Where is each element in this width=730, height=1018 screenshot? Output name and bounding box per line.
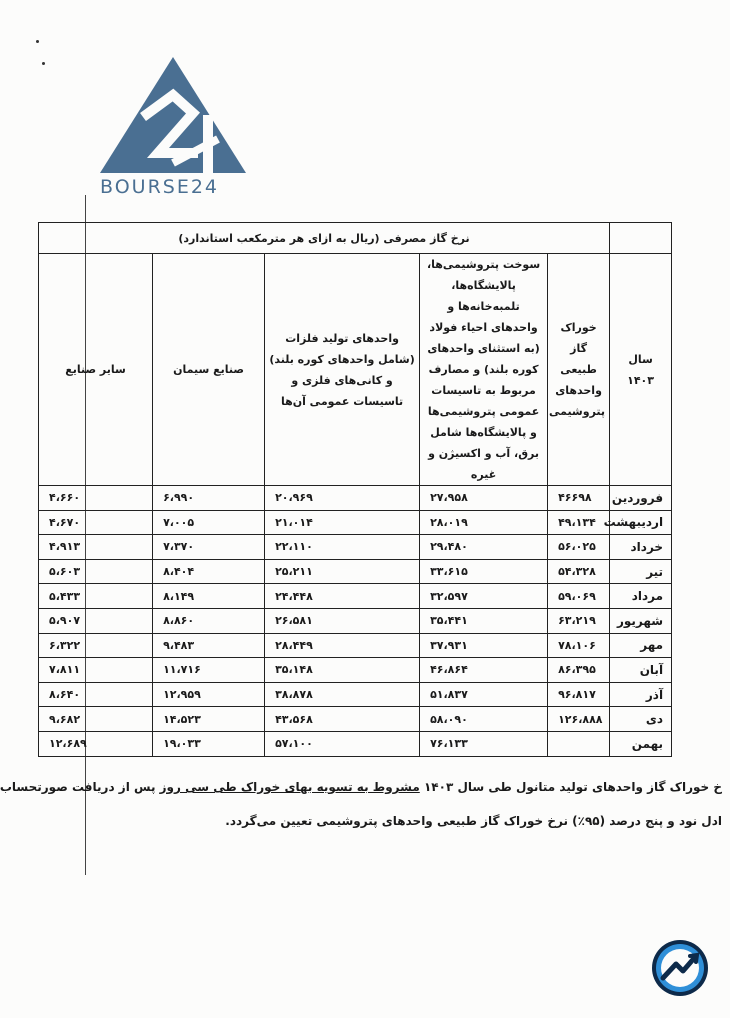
row-month: مرداد <box>610 584 672 609</box>
bourse-chart-icon <box>650 938 710 998</box>
header-petrochem-feed: خوراک گاز طبیعی واحدهای پتروشیمی <box>548 254 610 486</box>
note-line-2: ادل نود و پنج درصد (۹۵٪) نرخ خوراک گاز طبیعی واحدهای پتروشیمی تعیین می‌گردد. <box>225 814 722 828</box>
table-header-row <box>39 254 672 486</box>
table-row <box>39 658 672 683</box>
row-month: اردیبهشت <box>610 510 672 535</box>
table-row <box>39 608 672 633</box>
cell-fuel-refinery: ۳۳،۶۱۵ <box>420 559 548 584</box>
header-other-industries: سایر صنایع <box>39 254 153 486</box>
cell-other-industries: ۶،۳۲۲ <box>39 633 153 658</box>
row-month: آبان <box>610 658 672 683</box>
cell-cement: ۸،۴۰۴ <box>153 559 265 584</box>
cell-petrochem-feed: ۷۸،۱۰۶ <box>548 633 610 658</box>
cell-other-industries: ۹،۶۸۲ <box>39 707 153 732</box>
cell-metals: ۲۶،۵۸۱ <box>265 608 420 633</box>
cell-cement: ۹،۴۸۳ <box>153 633 265 658</box>
cell-cement: ۷،۰۰۵ <box>153 510 265 535</box>
cell-fuel-refinery: ۵۸،۰۹۰ <box>420 707 548 732</box>
cell-metals: ۲۲،۱۱۰ <box>265 535 420 560</box>
cell-fuel-refinery: ۳۷،۹۳۱ <box>420 633 548 658</box>
cell-cement: ۱۴،۵۲۳ <box>153 707 265 732</box>
header-cement: صنایع سیمان <box>153 254 265 486</box>
cell-fuel-refinery: ۷۶،۱۳۳ <box>420 731 548 756</box>
cell-petrochem-feed: ۸۶،۳۹۵ <box>548 658 610 683</box>
note-text: پس از دریافت صورتحساب <box>0 780 160 794</box>
cell-metals: ۳۵،۱۴۸ <box>265 658 420 683</box>
cell-cement: ۱۹،۰۳۳ <box>153 731 265 756</box>
table-row <box>39 486 672 511</box>
table-caption-row <box>39 223 672 254</box>
row-month: شهریور <box>610 608 672 633</box>
cell-metals: ۲۵،۲۱۱ <box>265 559 420 584</box>
cell-petrochem-feed <box>548 731 610 756</box>
cell-metals: ۵۷،۱۰۰ <box>265 731 420 756</box>
cell-petrochem-feed: ۱۲۶،۸۸۸ <box>548 707 610 732</box>
cell-other-industries: ۸،۶۴۰ <box>39 682 153 707</box>
note-underlined-text: مشروط به تسویه بهای خوراک طی سی روز <box>159 780 420 794</box>
brand-name: BOURSE24 <box>100 176 220 198</box>
scan-dot <box>36 40 39 43</box>
cell-fuel-refinery: ۲۷،۹۵۸ <box>420 486 548 511</box>
row-month: مهر <box>610 633 672 658</box>
cell-metals: ۲۱،۰۱۴ <box>265 510 420 535</box>
cell-metals: ۴۳،۵۶۸ <box>265 707 420 732</box>
table-caption: نرخ گاز مصرفی (ریال به ازای هر مترمکعب استاندارد) <box>39 223 610 254</box>
cell-metals: ۲۸،۴۴۹ <box>265 633 420 658</box>
table-row <box>39 510 672 535</box>
cell-fuel-refinery: ۲۹،۴۸۰ <box>420 535 548 560</box>
cell-petrochem-feed: ۴۶۶۹۸ <box>548 486 610 511</box>
header-fuel-refinery: سوخت پتروشیمی‌ها، پالایشگاه‌ها، تلمبه‌خانه‌ها و واحدهای احیاء فولاد (به استثنای واحدهای کوره بلند) و مصارف مربوط به تاسیسات عمومی پتروشیمی‌ها و پالایشگاه‌ها شامل برق، آب و اکسیژن و غیره <box>420 254 548 486</box>
cell-other-industries: ۵،۴۳۳ <box>39 584 153 609</box>
cell-other-industries: ۴،۶۶۰ <box>39 486 153 511</box>
cell-other-industries: ۷،۸۱۱ <box>39 658 153 683</box>
row-month: خرداد <box>610 535 672 560</box>
cell-cement: ۸،۸۶۰ <box>153 608 265 633</box>
row-month: آذر <box>610 682 672 707</box>
header-year: سال ۱۴۰۳ <box>610 254 672 486</box>
cell-other-industries: ۵،۹۰۷ <box>39 608 153 633</box>
row-month: دی <box>610 707 672 732</box>
cell-other-industries: ۱۲،۶۸۹ <box>39 731 153 756</box>
cell-petrochem-feed: ۵۶،۰۲۵ <box>548 535 610 560</box>
cell-fuel-refinery: ۴۶،۸۶۴ <box>420 658 548 683</box>
table-row <box>39 707 672 732</box>
cell-fuel-refinery: ۲۸،۰۱۹ <box>420 510 548 535</box>
cell-metals: ۳۸،۸۷۸ <box>265 682 420 707</box>
cell-cement: ۸،۱۴۹ <box>153 584 265 609</box>
cell-cement: ۷،۳۷۰ <box>153 535 265 560</box>
row-month: بهمن <box>610 731 672 756</box>
cell-metals: ۲۴،۴۴۸ <box>265 584 420 609</box>
gas-price-table <box>38 222 672 757</box>
row-month: تیر <box>610 559 672 584</box>
cell-other-industries: ۴،۹۱۳ <box>39 535 153 560</box>
table-body <box>39 486 672 757</box>
row-month: فروردین <box>610 486 672 511</box>
cell-cement: ۱۲،۹۵۹ <box>153 682 265 707</box>
cell-fuel-refinery: ۵۱،۸۳۷ <box>420 682 548 707</box>
cell-other-industries: ۵،۶۰۳ <box>39 559 153 584</box>
cell-cement: ۱۱،۷۱۶ <box>153 658 265 683</box>
table-row <box>39 633 672 658</box>
cell-petrochem-feed: ۴۹،۱۳۴ <box>548 510 610 535</box>
cell-metals: ۲۰،۹۶۹ <box>265 486 420 511</box>
cell-fuel-refinery: ۳۲،۵۹۷ <box>420 584 548 609</box>
note-line-1 <box>0 780 722 794</box>
cell-fuel-refinery: ۳۵،۴۴۱ <box>420 608 548 633</box>
cell-petrochem-feed: ۶۳،۲۱۹ <box>548 608 610 633</box>
cell-petrochem-feed: ۵۹،۰۶۹ <box>548 584 610 609</box>
header-metals: واحدهای تولید فلزات (شامل واحدهای کوره بلند) و کانی‌های فلزی و تاسیسات عمومی آن‌ها <box>265 254 420 486</box>
cell-other-industries: ۴،۶۷۰ <box>39 510 153 535</box>
table-row <box>39 682 672 707</box>
cell-cement: ۶،۹۹۰ <box>153 486 265 511</box>
note-text: خ خوراک گاز واحدهای تولید متانول طی سال ۱۴۰۳ <box>419 780 722 794</box>
cell-petrochem-feed: ۹۶،۸۱۷ <box>548 682 610 707</box>
table-row <box>39 559 672 584</box>
table-row <box>39 535 672 560</box>
scan-dot <box>42 62 45 65</box>
table-row <box>39 731 672 756</box>
cell-petrochem-feed: ۵۴،۳۲۸ <box>548 559 610 584</box>
table-row <box>39 584 672 609</box>
